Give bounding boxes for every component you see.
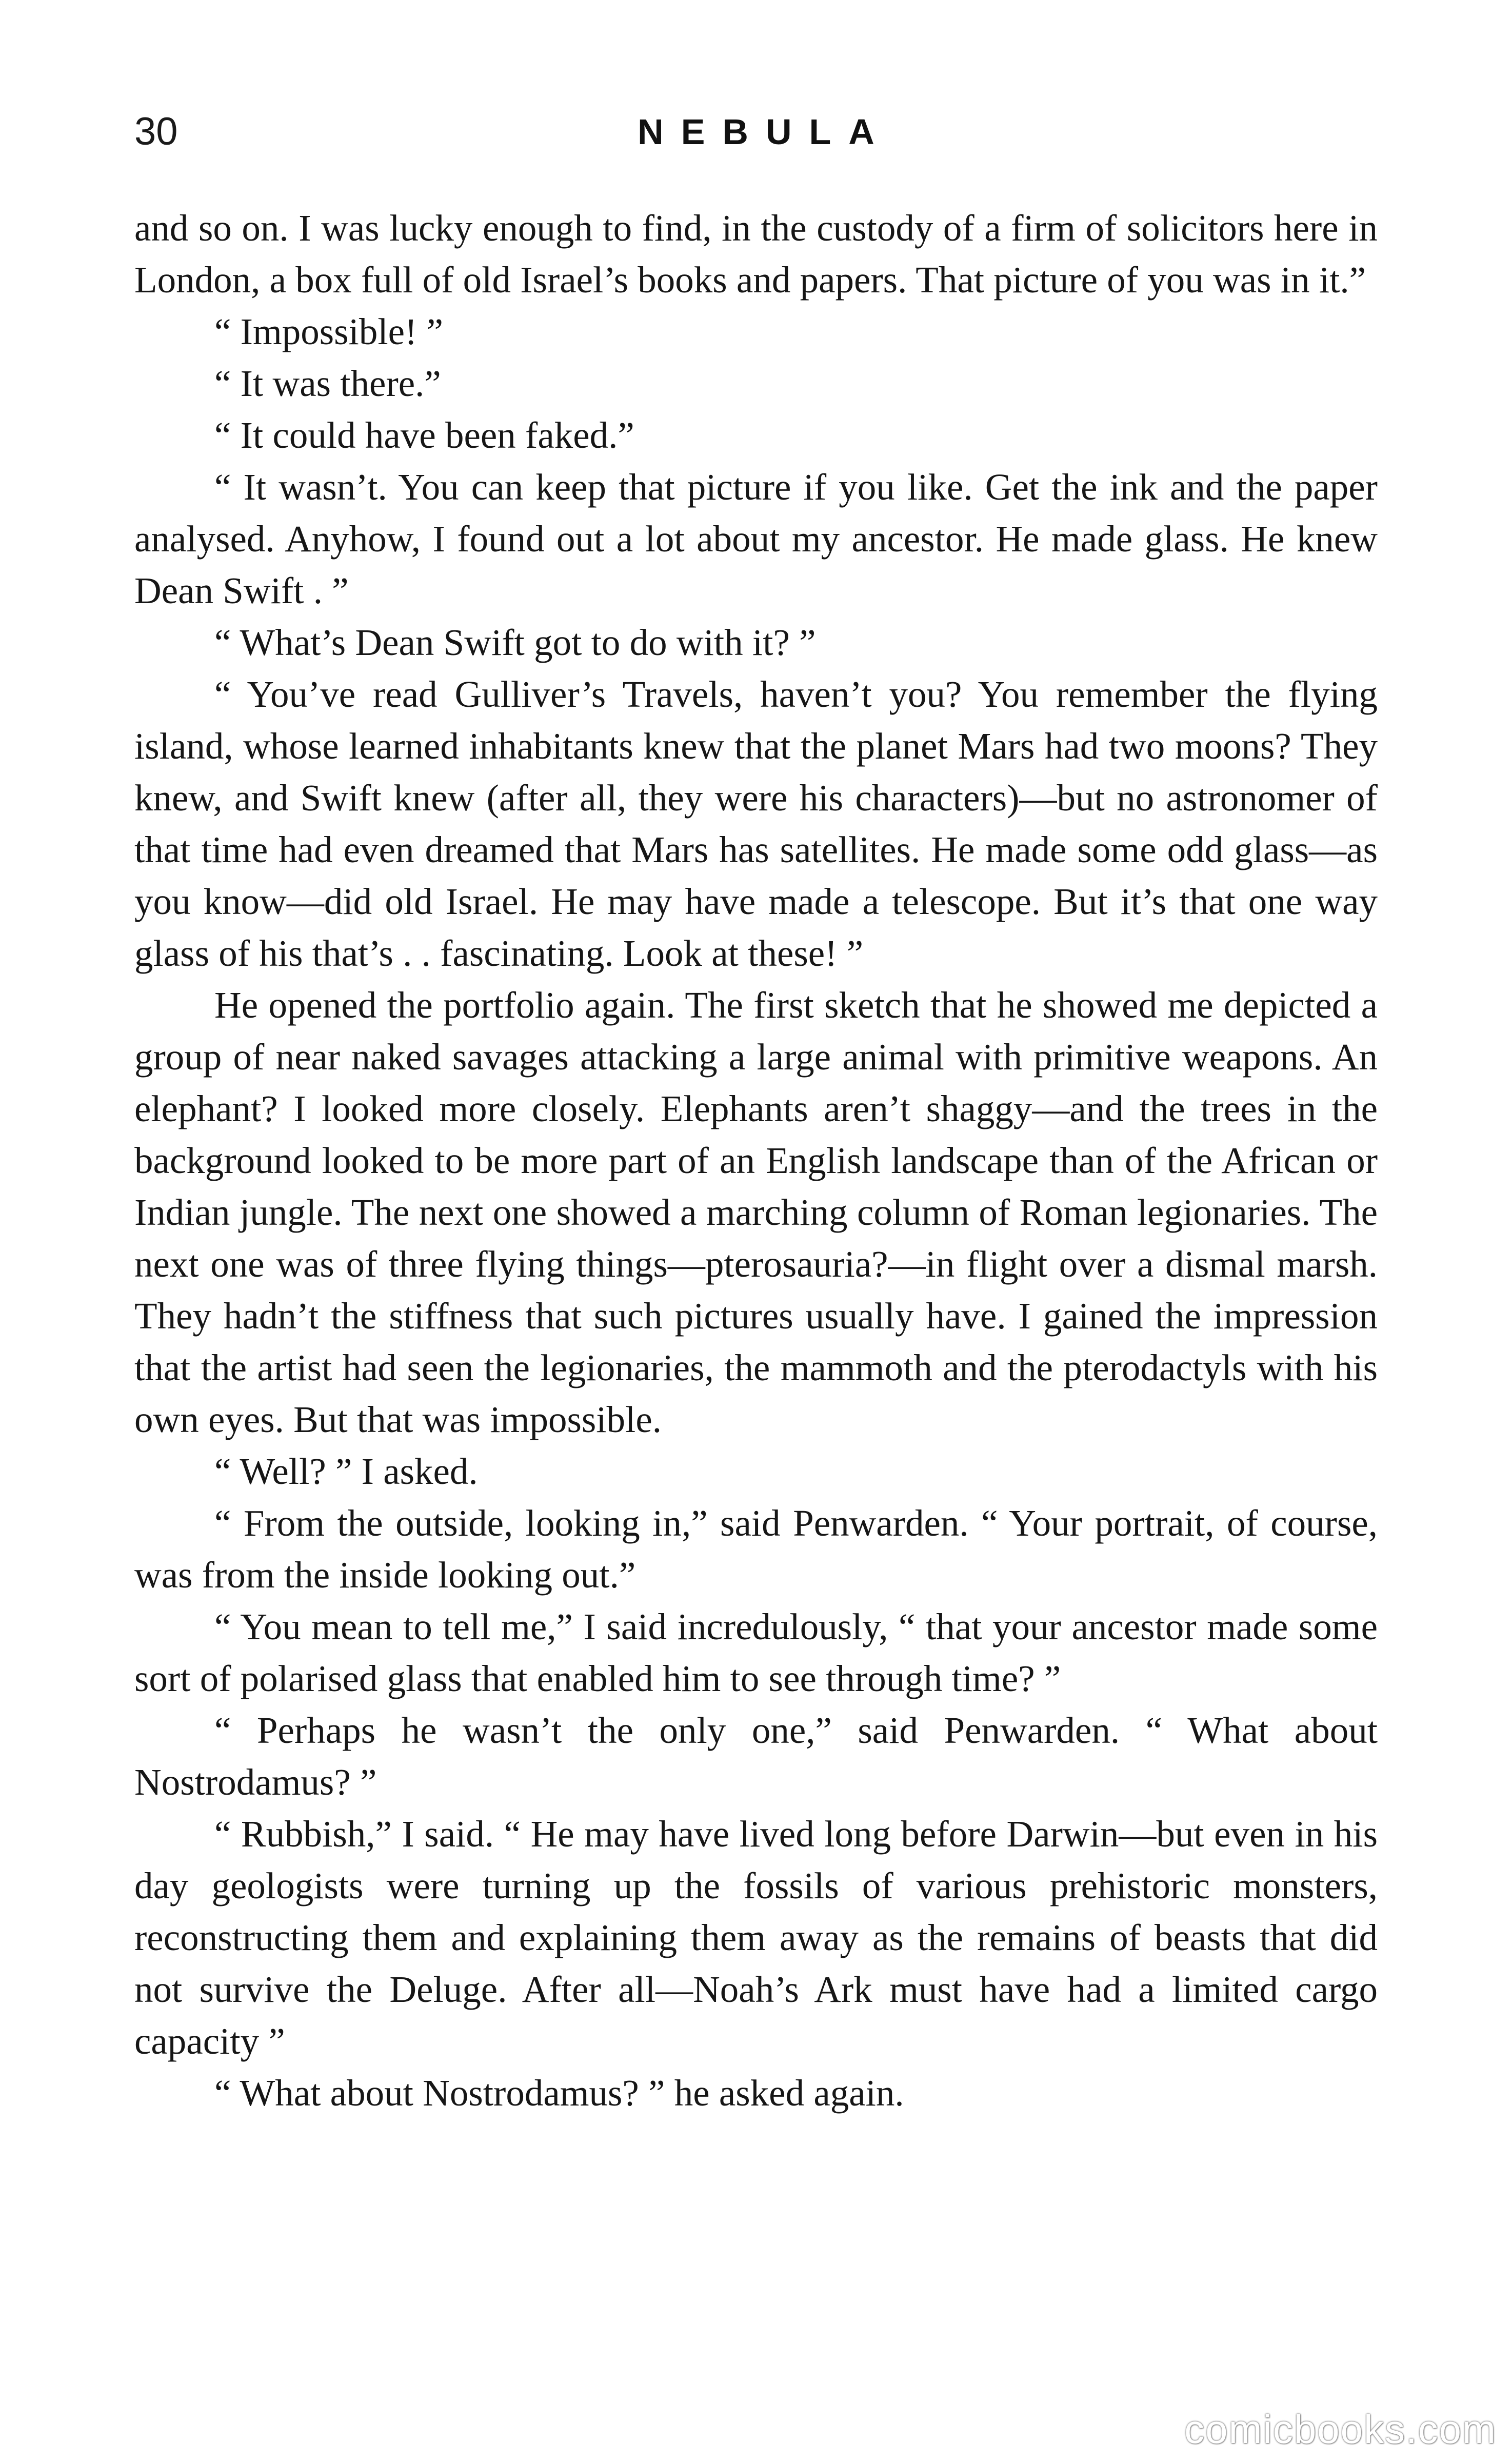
watermark: comicbooks.com — [1184, 2407, 1497, 2452]
page-number: 30 — [134, 110, 178, 153]
paragraph: “ What’s Dean Swift got to do with it? ” — [214, 622, 816, 663]
paragraph: “ Perhaps he wasn’t the only one,” said Penwarden. “ What about Nostrodamus? ” — [134, 1710, 1378, 1803]
paragraph: “ Well? ” I asked. — [214, 1451, 478, 1492]
paragraph: “ Rubbish,” I said. “ He may have lived long before Darwin—but even in his day geologists were turning up the fossils of various prehistoric monsters, reconstructing them and explaining them away as the remains of beasts that did not survive the Deluge. After all—Noah’s Ark must have had a limited cargo capacity ” — [134, 1813, 1378, 2062]
paragraph: “ You mean to tell me,” I said incredulously, “ that your ancestor made some sort of polarised glass that enabled him to see through time? ” — [134, 1606, 1378, 1699]
paragraph: “ It could have been faked.” — [214, 414, 634, 456]
paragraph: “ From the outside, looking in,” said Penwarden. “ Your portrait, of course, was from the inside looking out.” — [134, 1502, 1378, 1596]
paragraph: “ It wasn’t. You can keep that picture if you like. Get the ink and the paper analysed. Anyhow, I found out a lot about my ancestor. He made glass. He knew Dean Swift . ” — [134, 466, 1378, 611]
paragraph: “ Impossible! ” — [214, 311, 443, 352]
running-title: NEBULA — [638, 112, 892, 152]
page-header — [134, 109, 1378, 155]
paragraph: He opened the portfolio again. The first sketch that he showed me depicted a group of near naked savages attacking a large animal with primitive weapons. An elephant? I looked more closely. Elephants aren’t shaggy—and the trees in the background looked to be more part of an English landscape than of the African or Indian jungle. The next one showed a marching column of Roman legionaries. The next one was of three flying things—pterosauria?—in flight over a dismal marsh. They hadn’t the stiffness that such pictures usually have. I gained the impression that the artist had seen the legionaries, the mammoth and the pterodactyls with his own eyes. But that was impossible. — [134, 984, 1378, 1440]
body-text — [134, 202, 1378, 2119]
paragraph: “ It was there.” — [214, 363, 441, 404]
paragraph: and so on. I was lucky enough to find, in the custody of a firm of solicitors here in London, a box full of old Israel’s books and papers. That picture of you was in it.” — [134, 207, 1378, 301]
paragraph: “ What about Nostrodamus? ” he asked again. — [214, 2072, 904, 2114]
paragraph: “ You’ve read Gulliver’s Travels, haven’t you? You remember the flying island, whose learned inhabitants knew that the planet Mars had two moons? They knew, and Swift knew (after all, they were his characters)—but no astronomer of that time had even dreamed that Mars has satellites. He made some odd glass—as you know—did old Israel. He may have made a telescope. But it’s that one way glass of his that’s . . fascinating. Look at these! ” — [134, 673, 1378, 974]
